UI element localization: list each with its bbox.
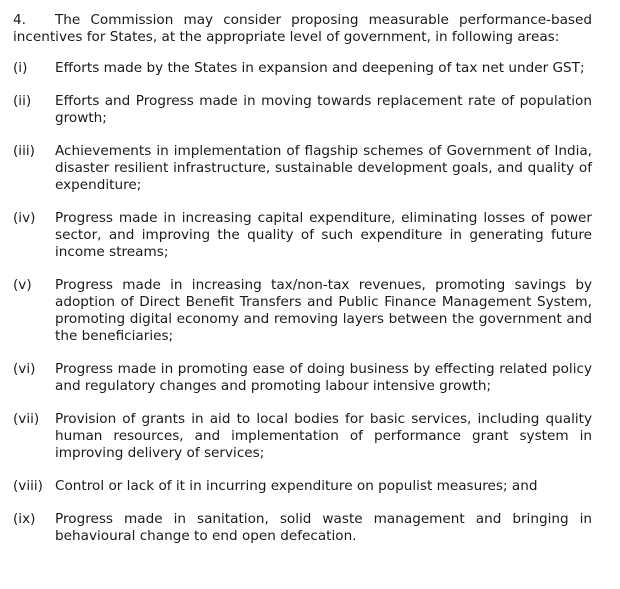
list-item-vii	[13, 411, 592, 462]
item-text: Efforts and Progress made in moving towards replacement rate of population growth;	[55, 93, 592, 126]
paragraph-number: 4.	[13, 12, 26, 28]
item-text: Progress made in increasing tax/non-tax revenues, promoting savings by adoption of Direct Benefit Transfers and Public Finance Management System, promoting digital economy and removing layers between the government and the beneficiaries;	[55, 277, 592, 344]
item-text: Efforts made by the States in expansion and deepening of tax net under GST;	[55, 60, 585, 76]
intro-paragraph	[13, 12, 592, 46]
item-marker: (vii)	[13, 411, 40, 427]
item-text: Control or lack of it in incurring expenditure on populist measures; and	[55, 478, 538, 494]
item-text: Provision of grants in aid to local bodies for basic services, including quality human resources, and implementation of performance grant system in improving delivery of services;	[55, 411, 592, 461]
list-item-ii	[13, 93, 592, 127]
item-text: Progress made in increasing capital expenditure, eliminating losses of power sector, and improving the quality of such expenditure in generating future income streams;	[55, 210, 592, 260]
list-item-vi	[13, 361, 592, 395]
list-item-iii	[13, 143, 592, 194]
item-text: Achievements in implementation of flagship schemes of Government of India, disaster resilient infrastructure, sustainable development goals, and quality of expenditure;	[55, 143, 592, 193]
item-marker: (ii)	[13, 93, 32, 109]
item-marker: (ix)	[13, 511, 36, 527]
item-marker: (v)	[13, 277, 32, 293]
list-item-viii	[13, 478, 592, 495]
item-text: Progress made in promoting ease of doing business by effecting related policy and regulatory changes and promoting labour intensive growth;	[55, 361, 592, 394]
item-marker: (iv)	[13, 210, 36, 226]
intro-text: The Commission may consider proposing measurable performance-based incentives for States, at the appropriate level of government, in following areas:	[13, 12, 592, 45]
list-item-ix	[13, 511, 592, 545]
list-item-v	[13, 277, 592, 345]
item-marker: (vi)	[13, 361, 36, 377]
list-item-iv	[13, 210, 592, 261]
list-item-i	[13, 60, 592, 77]
item-marker: (i)	[13, 60, 28, 76]
item-marker: (iii)	[13, 143, 35, 159]
item-text: Progress made in sanitation, solid waste management and bringing in behavioural change to end open defecation.	[55, 511, 592, 544]
item-marker: (viii)	[13, 478, 43, 494]
